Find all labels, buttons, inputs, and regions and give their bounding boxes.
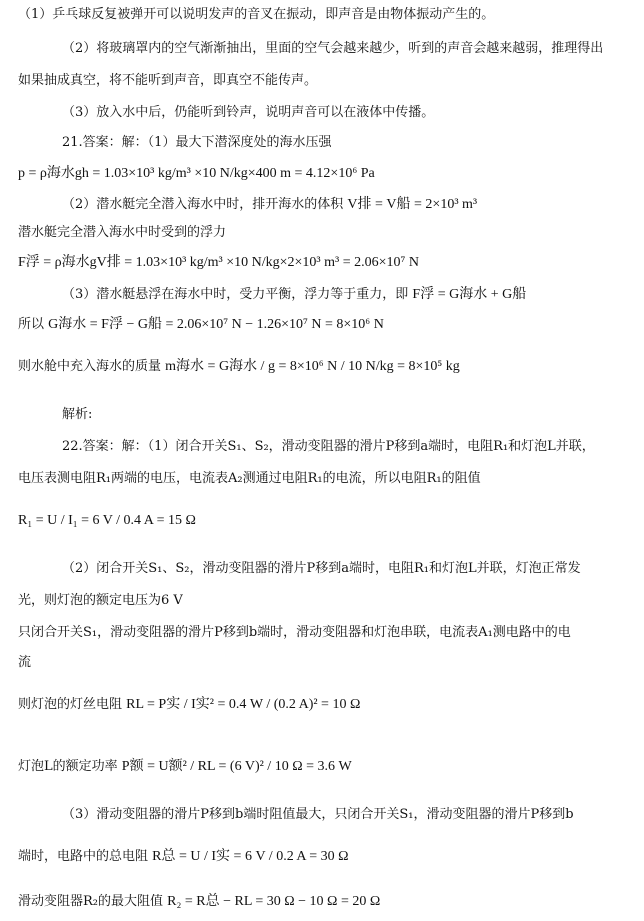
q22-pe-line xyxy=(18,758,352,776)
jiexi-label: 解析: xyxy=(62,407,93,422)
q22-pe-text: 灯泡L的额定功率 xyxy=(18,759,118,774)
q22-rl-line xyxy=(18,696,360,714)
q21-mass-line xyxy=(18,358,460,376)
q22-pe-equation: P额 = U额² / RL = (6 V)² / 10 Ω = 3.6 W xyxy=(121,759,352,774)
q21-balance-equation: F浮 = G海水 + G船 xyxy=(412,287,527,302)
q22-total-line xyxy=(18,848,349,866)
q22-rmax-text: 滑动变阻器R₂的最大阻值 xyxy=(18,894,163,909)
q21-balance-text: （3）潜水艇悬浮在海水中时，受力平衡，浮力等于重力，即 xyxy=(62,287,409,302)
q22-r1-equation: R₁ = U / I₁ = 6 V / 0.4 A = 15 Ω xyxy=(18,513,196,528)
q22-rl-equation: RL = P实 / I实² = 0.4 W / (0.2 A)² = 10 Ω xyxy=(126,697,361,712)
q21-gravity-text: 所以 xyxy=(18,317,45,332)
q21-volume-line xyxy=(62,196,477,214)
q22-p2-line-1: （2）闭合开关S₁、S₂，滑动变阻器的滑片P移到a端时，电阻R₁和灯泡L并联，灯泡正常发 xyxy=(62,561,581,576)
q22-total-text: 端时，电路中的总电阻 xyxy=(18,849,149,864)
q22-rmax-equation: R₂ = R总 − RL = 30 Ω − 10 Ω = 20 Ω xyxy=(167,894,381,909)
p3-line: （3）放入水中后，仍能听到铃声，说明声音可以在液体中传播。 xyxy=(62,105,435,120)
q21-mass-text: 则水舱中充入海水的质量 xyxy=(18,359,162,374)
q22-heading: 22.答案：解：（1）闭合开关S₁、S₂，滑动变阻器的滑片P移到a端时，电阻R₁和灯泡L并联， xyxy=(62,439,595,454)
p1-line: （1）乒乓球反复被弹开可以说明发声的音叉在振动，即声音是由物体振动产生的。 xyxy=(18,7,495,22)
q21-balance-line xyxy=(62,286,526,304)
q22-rl-text: 则灯泡的灯丝电阻 xyxy=(18,697,123,712)
q22-rmax-line xyxy=(18,893,380,911)
q22-line-2: 电压表测电阻R₁两端的电压，电流表A₂测通过电阻R₁的电流，所以电阻R₁的阻值 xyxy=(18,471,481,486)
q21-buoyancy-intro: 潜水艇完全潜入海水中时受到的浮力 xyxy=(18,225,227,240)
q21-mass-equation: m海水 = G海水 / g = 8×10⁶ N / 10 N/kg = 8×10⁵ kg xyxy=(165,359,460,374)
q21-volume-text: （2）潜水艇完全潜入海水中时，排开海水的体积 xyxy=(62,197,344,212)
q22-total-equation: R总 = U / I实 = 6 V / 0.2 A = 30 Ω xyxy=(152,849,349,864)
q22-p3-line-1: （3）滑动变阻器的滑片P移到b端时阻值最大，只闭合开关S₁，滑动变阻器的滑片P移到b xyxy=(62,807,574,822)
q21-volume-equation: V排 = V船 = 2×10³ m³ xyxy=(347,197,478,212)
q21-heading: 21.答案：解：（1）最大下潜深度处的海水压强 xyxy=(62,135,332,150)
p2-line-1: （2）将玻璃罩内的空气渐渐抽出，里面的空气会越来越少，听到的声音会越来越弱，推理得出 xyxy=(62,41,604,56)
q22-p2-line-2: 光，则灯泡的额定电压为6 V xyxy=(18,593,183,608)
q21-gravity-line xyxy=(18,316,384,334)
q21-gravity-equation: G海水 = F浮 − G船 = 2.06×10⁷ N − 1.26×10⁷ N = 8×10⁶ N xyxy=(48,317,384,332)
p2-line-2: 如果抽成真空，将不能听到声音，即真空不能传声。 xyxy=(18,73,318,88)
q21-buoyancy-equation: F浮 = ρ海水gV排 = 1.03×10³ kg/m³ ×10 N/kg×2×10³ m³ = 2.06×10⁷ N xyxy=(18,255,419,270)
q22-p2-line-3: 只闭合开关S₁，滑动变阻器的滑片P移到b端时，滑动变阻器和灯泡串联，电流表A₁测电路中的电 xyxy=(18,625,571,640)
q22-p2-line-4: 流 xyxy=(18,655,32,670)
q21-pressure-equation: p = ρ海水gh = 1.03×10³ kg/m³ ×10 N/kg×400 m = 4.12×10⁶ Pa xyxy=(18,166,375,181)
